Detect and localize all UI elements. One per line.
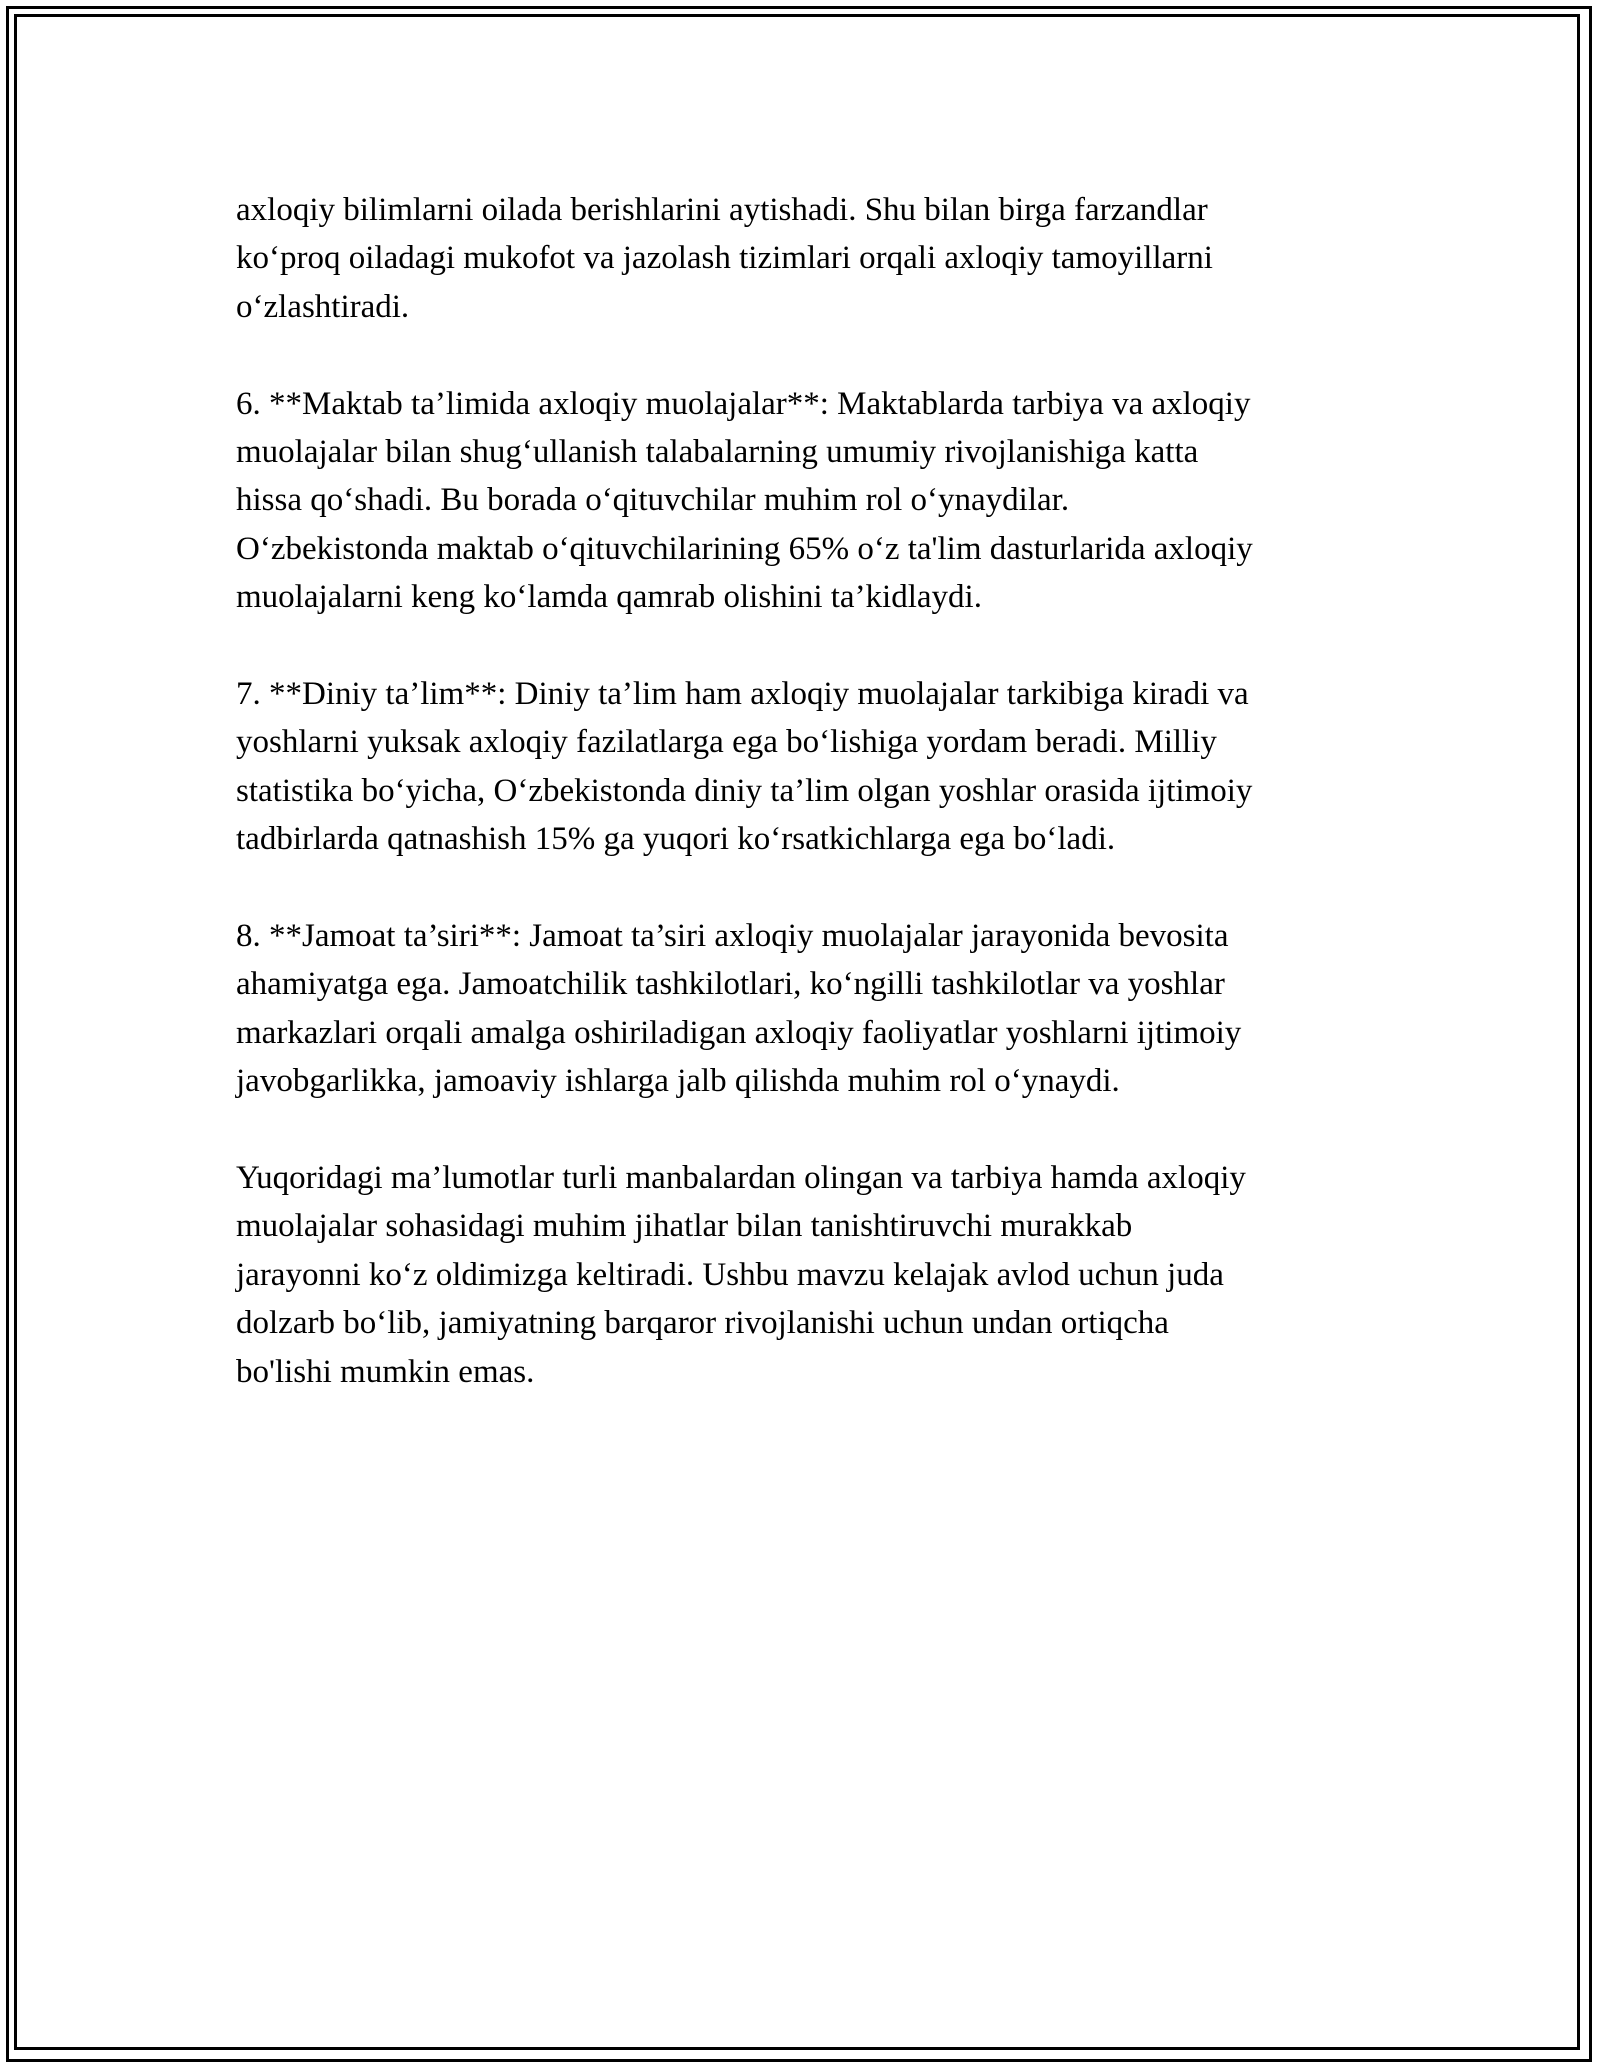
paragraph-conclusion: Yuqoridagi ma’lumotlar turli manbalardan olingan va tarbiya hamda axloqiy muolajalar sohasidagi muhim jihatlar bilan tanishtiruvchi murakkab jarayonni ko‘z oldimizga keltiradi. Ushbu mavzu kelajak avlod uchun juda dolzarb bo‘lib, jamiyatning barqaror rivojlanishi uchun undan ortiqcha bo'lishi mumkin emas. [236, 1160, 1246, 1390]
paragraph-family-moral-education: axloqiy bilimlarni oilada berishlarini aytishadi. Shu bilan birga farzandlar ko‘proq oiladagi mukofot va jazolash tizimlari orqali axloqiy tamoyillarni o‘zlashtiradi. [236, 192, 1213, 325]
paragraph-religious-education: 7. **Diniy ta’lim**: Diniy ta’lim ham axloqiy muolajalar tarkibiga kiradi va yoshlarni yuksak axloqiy fazilatlarga ega bo‘lishiga yordam beradi. Milliy statistika bo‘yicha, O‘zbekistonda diniy ta’lim olgan yoshlar orasida ijtimoiy tadbirlarda qatnashish 15% ga yuqori ko‘rsatkichlarga ega bo‘ladi. [236, 676, 1253, 858]
paragraph-community-influence: 8. **Jamoat ta’siri**: Jamoat ta’siri axloqiy muolajalar jarayonida bevosita ahamiyatga ega. Jamoatchilik tashkilotlari, ko‘ngilli tashkilotlar va yoshlar markazlari orqali amalga oshiriladigan axloqiy faoliyatlar yoshlarni ijtimoiy javobgarlikka, jamoaviy ishlarga jalb qilishda muhim rol o‘ynaydi. [236, 918, 1242, 1100]
document-body [236, 186, 1376, 1444]
paragraph-school-moral-education: 6. **Maktab ta’limida axloqiy muolajalar**: Maktablarda tarbiya va axloqiy muolajalar bilan shug‘ullanish talabalarning umumiy rivojlanishiga katta hissa qo‘shadi. Bu borada o‘qituvchilar muhim rol o‘ynaydilar. O‘zbekistonda maktab o‘qituvchilarining 65% o‘z ta'lim dasturlarida axloqiy muolajalarni keng ko‘lamda qamrab olishini ta’kidlaydi. [236, 385, 1253, 616]
